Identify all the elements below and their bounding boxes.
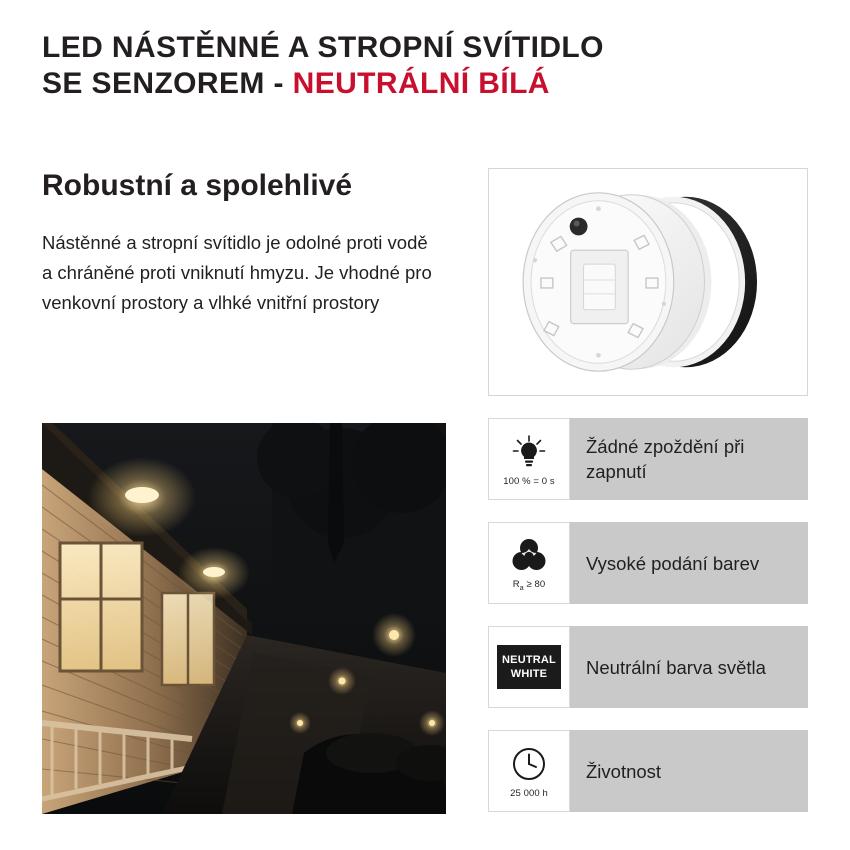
scene-photo-illustration [42, 423, 446, 814]
feature-row-no-delay [488, 418, 808, 500]
neutral-white-badge [497, 645, 561, 689]
section-headline: Robustní a spolehlivé [42, 169, 353, 202]
neutral-white-badge-icon [488, 626, 570, 708]
feature-row-neutral-white [488, 626, 808, 708]
lightbulb-icon-glyph [511, 431, 547, 473]
section-paragraph: Nástěnné a stropní svítidlo je odolné proti vodě a chráněné proti vniknutí hmyzu. Je vhodné pro venkovní prostory a vlhké vnitřní prostory [42, 232, 432, 313]
scene-photo [42, 423, 446, 814]
title-line-2-accent: NEUTRÁLNÍ BÍLÁ [292, 67, 550, 100]
feature-label-no-delay: Žádné zpoždění při zapnutí [570, 418, 808, 500]
product-photo-illustration [489, 169, 807, 395]
cri-main: R [512, 579, 520, 591]
color-rendering-icon-glyph [510, 534, 548, 576]
page-title [42, 30, 802, 102]
color-rendering-icon-svg [510, 538, 548, 572]
neutral-white-line-1: NEUTRAL [502, 654, 556, 666]
color-rendering-icon [488, 522, 570, 604]
title-line-2-prefix: SE SENZOREM - [42, 67, 293, 100]
clock-icon-svg [510, 745, 548, 783]
lightbulb-icon-caption: 100 % = 0 s [503, 476, 555, 487]
feature-row-lifetime [488, 730, 808, 812]
cri-sub: a [519, 584, 524, 592]
cri-rest: ≥ 80 [523, 579, 546, 591]
clock-icon-caption: 25 000 h [510, 788, 548, 799]
title-line-2 [42, 66, 802, 102]
title-line-1: LED NÁSTĚNNÉ A STROPNÍ SVÍTIDLO [42, 31, 604, 64]
clock-icon-glyph [510, 743, 548, 785]
product-photo-box [488, 168, 808, 396]
feature-label-neutral-white: Neutrální barva světla [570, 626, 808, 708]
lightbulb-icon-svg [511, 434, 547, 470]
feature-label-lifetime: Životnost [570, 730, 808, 812]
clock-icon [488, 730, 570, 812]
feature-label-color-rendering: Vysoké podání barev [570, 522, 808, 604]
feature-row-color-rendering [488, 522, 808, 604]
lightbulb-icon [488, 418, 570, 500]
neutral-white-line-2: WHITE [510, 668, 548, 680]
color-rendering-icon-caption [513, 579, 546, 592]
